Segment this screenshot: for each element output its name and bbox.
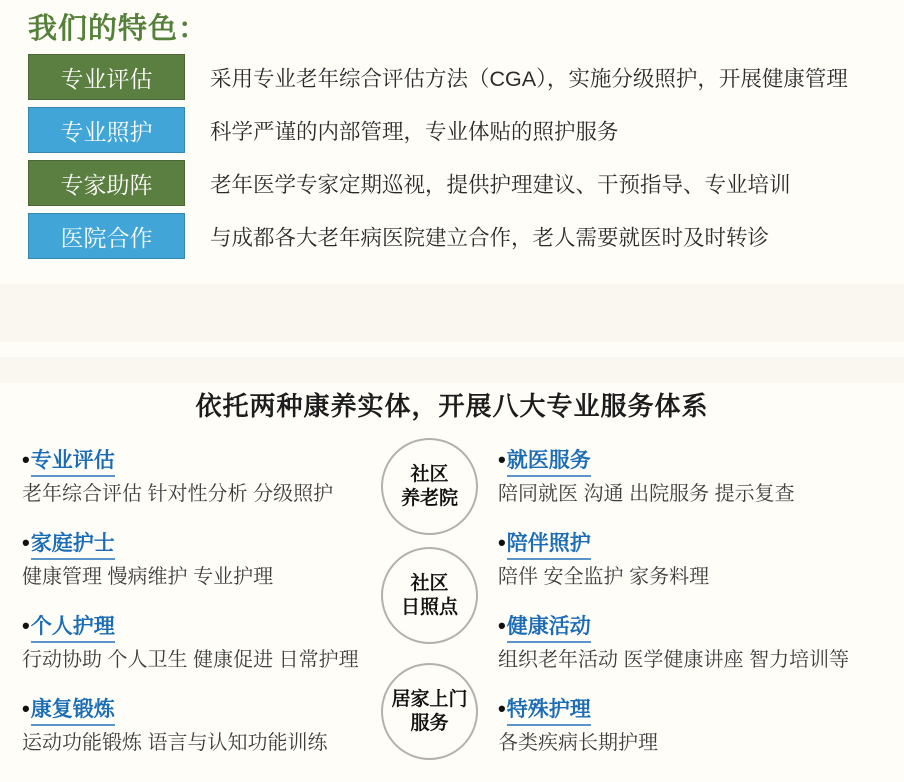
service-title-row: [498, 693, 902, 721]
feature-label: 专家助阵: [60, 171, 153, 198]
service-item: [22, 527, 382, 590]
bullet-icon: •: [22, 613, 30, 638]
feature-description: 与成都各大老年病医院建立合作，老人需要就医时及时转诊: [210, 225, 770, 250]
bullet-icon: •: [498, 530, 506, 555]
feature-label: 专业评估: [60, 65, 153, 92]
entity-line2: 服务: [410, 712, 449, 734]
service-item: [22, 444, 382, 507]
service-item: [498, 527, 902, 590]
entity-circle-home-visit-service: [381, 663, 478, 760]
service-link-right-1[interactable]: 就医服务: [507, 444, 591, 477]
services-heading: 依托两种康养实体，开展八大专业服务体系: [195, 391, 709, 421]
service-title-row: [498, 527, 902, 555]
entity-line1: 居家上门: [391, 688, 468, 710]
service-desc: 健康管理 慢病维护 专业护理: [22, 566, 274, 588]
background-band: [0, 284, 904, 342]
feature-description: 科学严谨的内部管理，专业体贴的照护服务: [210, 119, 619, 144]
feature-row: [28, 213, 888, 259]
service-link-left-3[interactable]: 个人护理: [31, 610, 115, 643]
entity-line2: 日照点: [400, 596, 458, 618]
service-desc: 陪同就医 沟通 出院服务 提示复查: [498, 483, 795, 505]
service-item: [22, 610, 382, 673]
service-item: [498, 693, 902, 756]
service-desc: 老年综合评估 针对性分析 分级照护: [22, 483, 334, 505]
service-link-left-2[interactable]: 家庭护士: [31, 527, 115, 560]
service-desc: 组织老年活动 医学健康讲座 智力培训等: [498, 649, 850, 671]
service-link-left-4[interactable]: 康复锻炼: [31, 693, 115, 726]
feature-row: [28, 107, 888, 153]
bullet-icon: •: [22, 447, 30, 472]
service-desc: 各类疾病长期护理: [498, 732, 658, 754]
service-item: [498, 444, 902, 507]
feature-label-badge: [28, 54, 185, 100]
service-desc: 运动功能锻炼 语言与认知功能训练: [22, 732, 328, 754]
background-band: [0, 357, 904, 383]
features-heading: 我们的特色：: [28, 13, 209, 45]
services-right-column: [498, 444, 902, 776]
bullet-icon: •: [22, 530, 30, 555]
entity-circle-community-nursing-home: [381, 438, 478, 535]
feature-label-badge: [28, 213, 185, 259]
service-title-row: [22, 610, 382, 638]
service-link-right-3[interactable]: 健康活动: [507, 610, 591, 643]
service-item: [498, 610, 902, 673]
service-title-row: [22, 444, 382, 472]
service-desc: 行动协助 个人卫生 健康促进 日常护理: [22, 649, 359, 671]
service-link-right-2[interactable]: 陪伴照护: [507, 527, 591, 560]
service-desc: 陪伴 安全监护 家务料理: [498, 566, 710, 588]
service-title-row: [22, 527, 382, 555]
entity-line2: 养老院: [400, 487, 458, 509]
entity-line1: 社区: [410, 463, 449, 485]
service-link-right-4[interactable]: 特殊护理: [507, 693, 591, 726]
bullet-icon: •: [498, 447, 506, 472]
feature-label: 医院合作: [60, 224, 153, 251]
service-item: [22, 693, 382, 756]
service-title-row: [498, 610, 902, 638]
service-title-row: [498, 444, 902, 472]
feature-label: 专业照护: [60, 118, 153, 145]
feature-row: [28, 54, 888, 100]
service-link-left-1[interactable]: 专业评估: [31, 444, 115, 477]
feature-description: 采用专业老年综合评估方法（CGA），实施分级照护，开展健康管理: [210, 66, 848, 91]
bullet-icon: •: [498, 696, 506, 721]
entity-line1: 社区: [410, 572, 449, 594]
bullet-icon: •: [498, 613, 506, 638]
entity-circle-community-daycare: [381, 547, 478, 644]
feature-row: [28, 160, 888, 206]
service-title-row: [22, 693, 382, 721]
bullet-icon: •: [22, 696, 30, 721]
feature-description: 老年医学专家定期巡视，提供护理建议、干预指导、专业培训: [210, 172, 791, 197]
services-left-column: [22, 444, 382, 776]
feature-label-badge: [28, 107, 185, 153]
feature-label-badge: [28, 160, 185, 206]
